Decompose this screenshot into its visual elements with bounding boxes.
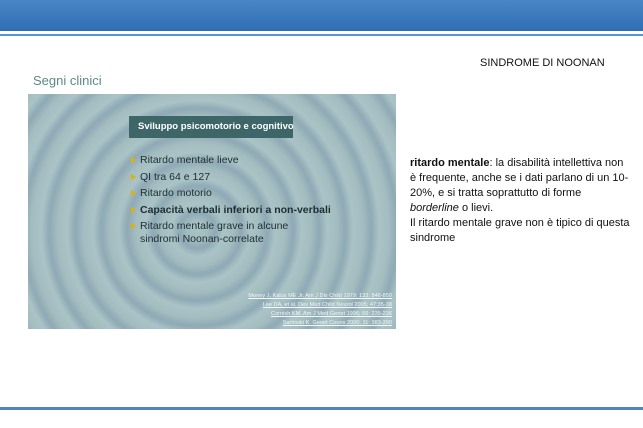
bullet-line: Ritardo mentale grave in alcune <box>140 220 289 232</box>
bullet-item: Ritardo mentale lieve <box>131 154 331 167</box>
body-paragraph: Il ritardo mentale grave non è tipico di questa sindrome <box>410 217 630 244</box>
body-term: ritardo mentale <box>410 157 490 169</box>
header-bar <box>0 0 643 31</box>
bullet-item: Ritardo motorio <box>131 187 331 200</box>
embedded-slide-image <box>28 94 396 329</box>
footer-divider <box>0 407 643 410</box>
body-text-part: : la disabilità intellettiva non è frequente, anche se i dati parlano di un 10-20%, e si tratta soprattutto di forme <box>410 157 629 199</box>
reference-item: Money J, Kalus ME Jr. Am J Dis Child 1979; 133: 846-850 <box>248 293 392 299</box>
reference-item: Lee DA, et al. Dev Med Child Neurol 2005; 47:35-38 <box>262 302 392 308</box>
bullet-list <box>131 154 331 250</box>
reference-item: Sarimski K. Genet Couns 2000; 11: 383-390 <box>282 320 392 326</box>
reference-list <box>248 292 392 328</box>
header-divider <box>0 34 643 36</box>
bullet-item <box>131 220 331 246</box>
embedded-slide-title: Sviluppo psicomotorio e cognitivo <box>129 116 293 138</box>
body-text <box>410 156 632 246</box>
body-italic-term: borderline <box>410 202 459 214</box>
bullet-item: QI tra 64 e 127 <box>131 171 331 184</box>
section-label: Segni clinici <box>33 73 102 88</box>
body-text-part: o lievi. <box>458 202 494 214</box>
reference-item: Cornish KM. Am J Med Genet 1996; 66: 235-236 <box>271 311 392 317</box>
body-paragraph <box>410 156 632 216</box>
slide-title: SINDROME DI NOONAN <box>480 57 605 69</box>
bullet-line: sindromi Noonan-correlate <box>140 233 264 245</box>
bullet-item: Capacità verbali inferiori a non-verbali <box>131 204 331 217</box>
